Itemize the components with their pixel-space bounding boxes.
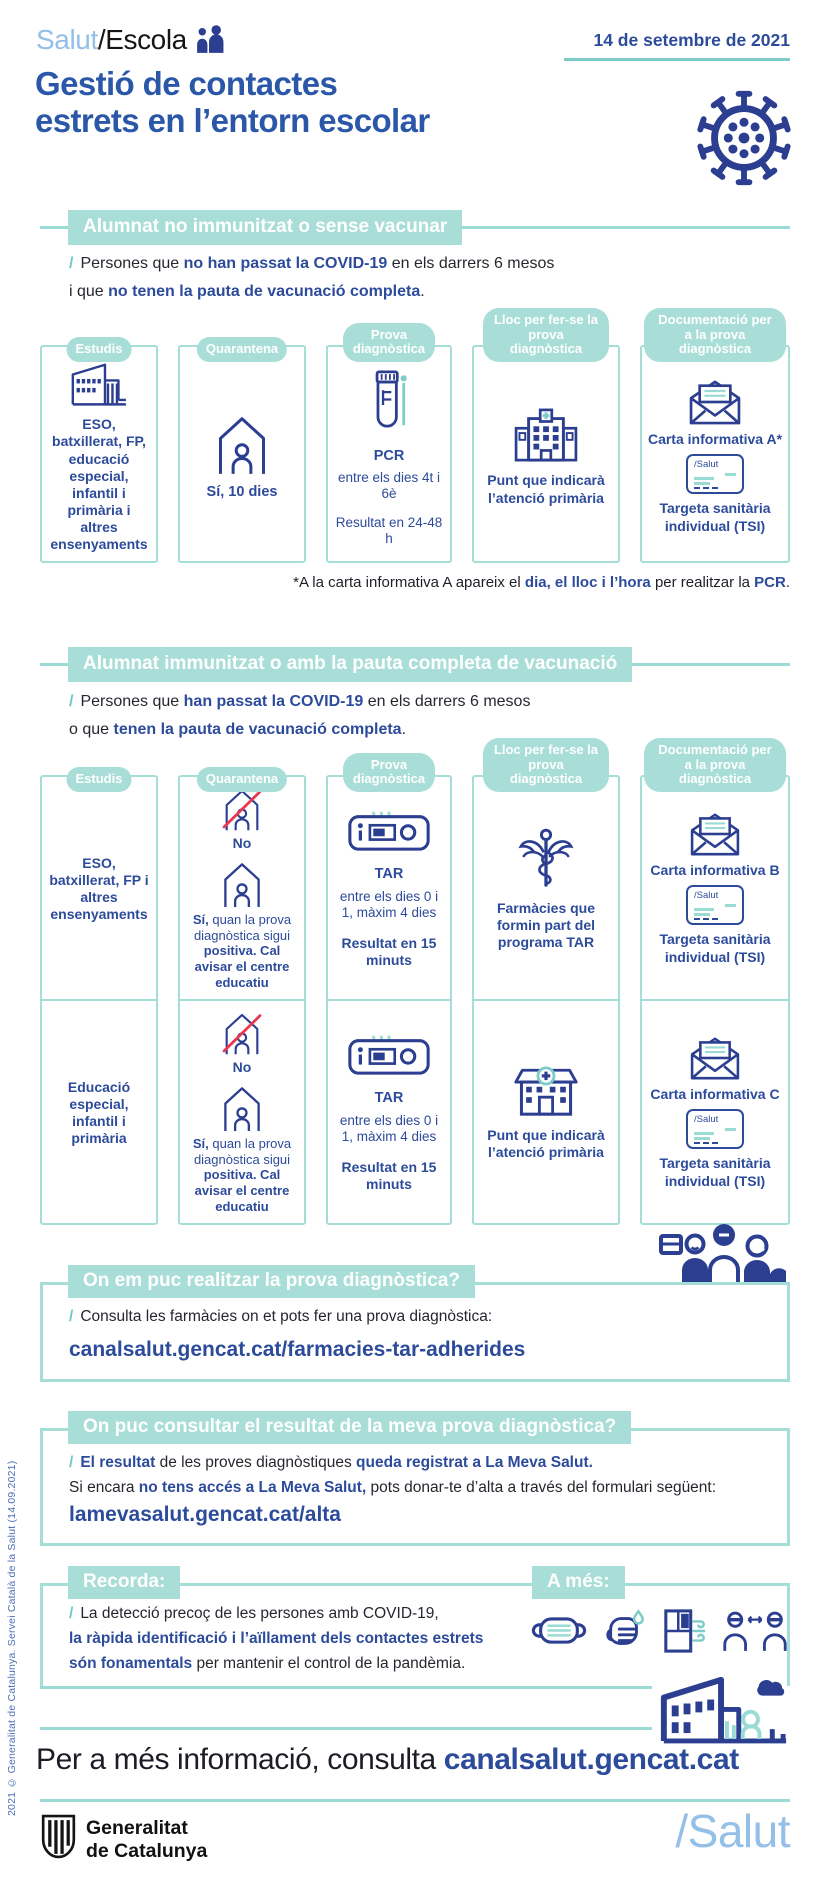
quarantena-value: Sí, 10 dies bbox=[206, 483, 278, 500]
row2-quarantena-no: No bbox=[232, 1058, 252, 1075]
no-quarantine-icon bbox=[220, 1011, 264, 1055]
footer-divider-top bbox=[40, 1727, 652, 1730]
table2-col-documentacio bbox=[640, 742, 790, 1225]
prova-name: PCR bbox=[373, 448, 405, 465]
prevention-icons bbox=[530, 1608, 792, 1654]
slash-bullet: / bbox=[69, 1454, 74, 1471]
row2-quarantena-si: Sí, quan la prova diagnòstica sigui positiva. Cal avisar el centre educatiu bbox=[192, 1135, 292, 1215]
recorda-box-bottom-line bbox=[40, 1686, 652, 1689]
generalitat-shield-icon bbox=[40, 1813, 77, 1860]
section2-banner: Alumnat immunitzat o amb la pauta completa de vacunació bbox=[68, 647, 632, 682]
slash-bullet: / bbox=[69, 1605, 74, 1622]
column-header-lloc: Lloc per fer-se la prova diagnòstica bbox=[483, 738, 609, 792]
virus-icon bbox=[690, 84, 798, 192]
row2-prova-name: TAR bbox=[374, 1090, 404, 1107]
table1-col-prova bbox=[326, 326, 452, 563]
row1-estudis: ESO, batxillerat, FP i altres ensenyaments bbox=[49, 854, 149, 923]
prova-result: Resultat en 24-48 h bbox=[335, 514, 443, 547]
more-info-text: Per a més informació, consulta canalsalut.gencat.cat bbox=[36, 1743, 739, 1776]
table1-col-estudis bbox=[40, 341, 158, 563]
envelope-letter-icon bbox=[688, 812, 742, 856]
physical-distance-icon bbox=[721, 1610, 789, 1652]
column-header-lloc: Lloc per fer-se la prova diagnòstica bbox=[483, 308, 609, 362]
house-quarantine-icon bbox=[213, 413, 271, 475]
school-person-icon bbox=[654, 1660, 792, 1747]
pcr-test-icon bbox=[366, 366, 412, 444]
house-quarantine-icon bbox=[218, 1084, 266, 1132]
house-quarantine-icon bbox=[218, 860, 266, 908]
column-header-estudis: Estudis bbox=[67, 337, 132, 362]
row1-prova-name: TAR bbox=[374, 866, 404, 883]
lloc-value: Punt que indicarà l’atenció primària bbox=[487, 472, 605, 506]
section1-banner: Alumnat no immunitzat o sense vacunar bbox=[68, 210, 462, 245]
generalitat-logo bbox=[40, 1813, 207, 1864]
row1-quarantena-no: No bbox=[232, 834, 252, 851]
page-title: Gestió de contactes estrets en l’entorn escolar bbox=[35, 65, 430, 139]
envelope-letter-icon bbox=[688, 1036, 742, 1080]
table1-footnote: *A la carta informativa A apareix el dia, el lloc i l’hora per realitzar la PCR. bbox=[293, 574, 790, 591]
brand-line1: Generalitat bbox=[86, 1817, 188, 1839]
recorda-header: Recorda: bbox=[68, 1566, 180, 1599]
row1-tsi: Targeta sanitària individual (TSI) bbox=[659, 931, 771, 965]
column-header-documentacio: Documentació per a la prova diagnòstica bbox=[644, 738, 786, 792]
publication-date: 14 de setembre de 2021 bbox=[593, 30, 790, 50]
health-card-icon: /Salut bbox=[686, 454, 744, 494]
row2-tsi: Targeta sanitària individual (TSI) bbox=[659, 1155, 771, 1189]
row2-lloc: Punt que indicarà l’atenció primària bbox=[487, 1126, 605, 1160]
people-group-icon bbox=[658, 1220, 786, 1284]
row1-carta: Carta informativa B bbox=[650, 862, 780, 879]
ames-header: A més: bbox=[532, 1566, 625, 1599]
slash-bullet: / bbox=[69, 693, 74, 710]
copyright-text: 2021 © Generalitat de Catalunya. Servei Català de la Salut (14.09.2021) bbox=[6, 1460, 18, 1816]
prova-when: entre els dies 4t i 6è bbox=[337, 469, 441, 502]
pharmacy-caduceus-icon bbox=[518, 827, 574, 891]
recorda-text: / La detecció precoç de les persones amb COVID-19, la ràpida identificació i l’aïllament dels contactes estrets són fonamentals per mantenir el control de la pandèmia. bbox=[69, 1605, 484, 1672]
footer-divider-bottom bbox=[40, 1799, 790, 1802]
pharmacy-box-text: / Consulta les farmàcies on et pots fer una prova diagnòstica: bbox=[69, 1308, 493, 1325]
antigen-test-icon bbox=[347, 809, 431, 853]
salut-escola-logo bbox=[36, 24, 225, 56]
table2-col-quarantena bbox=[178, 771, 306, 1225]
column-header-quarantena: Quarantena bbox=[197, 337, 287, 362]
no-quarantine-icon bbox=[220, 787, 264, 831]
table2-col-estudis bbox=[40, 771, 158, 1225]
brand-line2: de Catalunya bbox=[86, 1840, 208, 1863]
slash-bullet: / bbox=[69, 1308, 74, 1325]
carta-value: Carta informativa A* bbox=[647, 431, 783, 448]
column-header-prova: Prova diagnòstica bbox=[343, 753, 435, 792]
row1-quarantena-si: Sí, quan la prova diagnòstica sigui positiva. Cal avisar el centre educatiu bbox=[192, 911, 292, 991]
table2-col-prova bbox=[326, 756, 452, 1225]
row1-prova-when: entre els dies 0 i 1, màxim 4 dies bbox=[339, 888, 439, 921]
logo-salut-text: Salut bbox=[36, 24, 98, 55]
section1-description: / Persones que no han passat la COVID-19 en els darrers 6 mesos i que no tenen la pauta de vacunació completa. bbox=[69, 255, 555, 300]
results-box-text: / El resultat de les proves diagnòstiques queda registrat a La Meva Salut. Si encara no tens accés a La Meva Salut, pots donar-te d’alta a través del formulari següent: bbox=[69, 1454, 717, 1497]
face-mask-icon bbox=[530, 1614, 588, 1649]
row2-carta: Carta informativa C bbox=[650, 1086, 780, 1103]
pharmacies-link[interactable]: canalsalut.gencat.cat/farmacies-tar-adherides bbox=[69, 1338, 526, 1361]
school-building-icon bbox=[60, 361, 138, 407]
hand-hygiene-icon bbox=[603, 1609, 647, 1653]
ventilation-icon bbox=[662, 1608, 706, 1654]
table1-col-lloc bbox=[472, 312, 620, 563]
results-box-header: On puc consultar el resultat de la meva prova diagnòstica? bbox=[68, 1411, 631, 1444]
section2-description: / Persones que han passat la COVID-19 en els darrers 6 mesos o que tenen la pauta de vacunació completa. bbox=[69, 693, 531, 738]
column-header-quarantena: Quarantena bbox=[197, 767, 287, 792]
slash-bullet: / bbox=[69, 255, 74, 272]
health-card-icon: /Salut bbox=[686, 885, 744, 925]
column-header-documentacio: Documentació per a la prova diagnòstica bbox=[644, 308, 786, 362]
primary-care-center-icon bbox=[513, 407, 579, 463]
tsi-value: Targeta sanitària individual (TSI) bbox=[659, 500, 771, 534]
row1-lloc: Farmàcies que formin part del programa TAR bbox=[496, 899, 596, 951]
column-header-estudis: Estudis bbox=[67, 767, 132, 792]
row2-estudis: Educació especial, infantil i primària bbox=[67, 1078, 131, 1147]
row1-prova-result: Resultat en 15 minuts bbox=[341, 934, 437, 968]
people-icon bbox=[194, 25, 225, 54]
table2-col-lloc bbox=[472, 742, 620, 1225]
table1-col-documentacio bbox=[640, 312, 790, 563]
column-header-prova: Prova diagnòstica bbox=[343, 323, 435, 362]
antigen-test-icon bbox=[347, 1033, 431, 1077]
salut-brand: /Salut bbox=[675, 1805, 790, 1857]
health-card-icon: /Salut bbox=[686, 1109, 744, 1149]
primary-care-center-icon bbox=[512, 1065, 580, 1118]
table1-col-quarantena bbox=[178, 341, 306, 563]
estudis-value: ESO, batxillerat, FP, educació especial, infantil i primària i altres ensenyaments bbox=[50, 416, 148, 552]
date-underline bbox=[564, 58, 790, 61]
logo-escola-text: /Escola bbox=[97, 24, 187, 55]
lamevasalut-link[interactable]: lamevasalut.gencat.cat/alta bbox=[69, 1503, 341, 1526]
row2-prova-when: entre els dies 0 i 1, màxim 4 dies bbox=[339, 1112, 439, 1145]
envelope-letter-icon bbox=[687, 379, 743, 425]
row2-prova-result: Resultat en 15 minuts bbox=[341, 1158, 437, 1192]
pharmacy-box-header: On em puc realitzar la prova diagnòstica? bbox=[68, 1265, 475, 1298]
